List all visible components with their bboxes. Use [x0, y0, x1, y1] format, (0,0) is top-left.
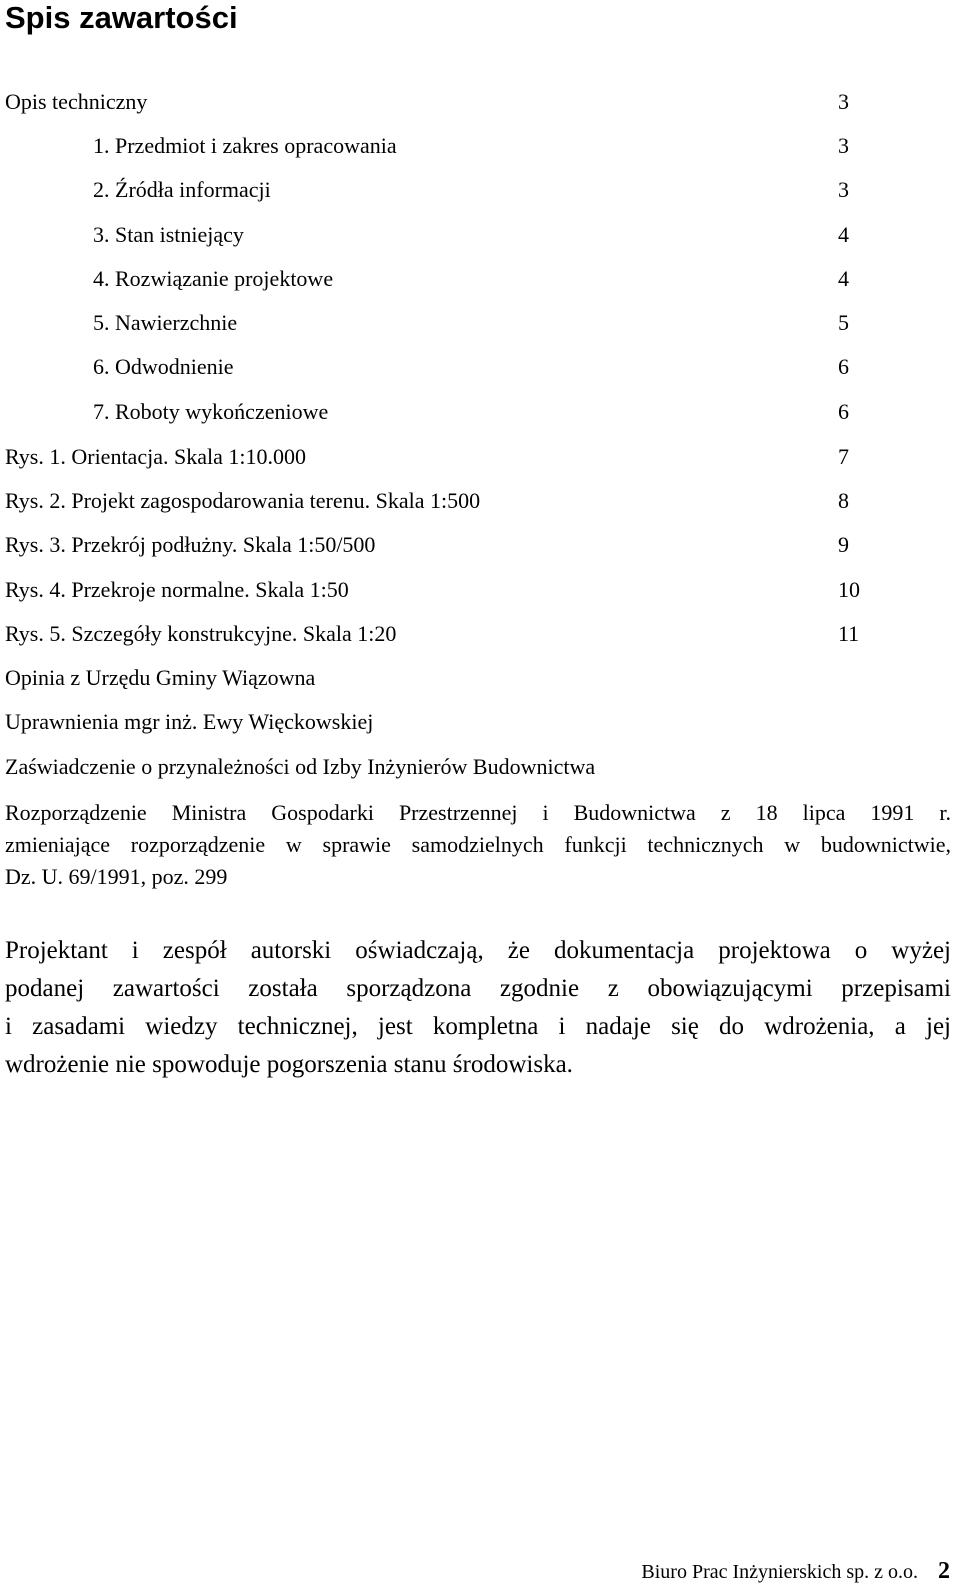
toc-entry [0, 531, 960, 559]
toc-entry-page: 4 [838, 222, 849, 247]
authors-statement [5, 932, 951, 1084]
toc-entry-page: 10 [838, 577, 860, 602]
statement-line: podanej zawartości została sporządzona zgodnie z obowiązującymi przepisami [5, 975, 951, 1002]
toc-entry-label: Rys. 1. Orientacja. Skala 1:10.000 [5, 444, 306, 469]
document-title: Spis zawartości [5, 0, 238, 35]
toc-entry-label: 1. Przedmiot i zakres opracowania [93, 133, 397, 158]
toc-entry-label: 5. Nawierzchnie [93, 310, 238, 335]
toc-entry-page: 4 [838, 266, 849, 291]
toc-entry-label: Rys. 3. Przekrój podłużny. Skala 1:50/500 [5, 532, 376, 557]
toc-entry [0, 176, 960, 204]
toc-entry-page: 3 [838, 133, 849, 158]
toc-entry [0, 221, 960, 249]
toc-entry-label: 3. Stan istniejący [93, 222, 244, 247]
footer-company: Biuro Prac Inżynierskich sp. z o.o. [641, 1561, 918, 1583]
regulation-line: Rozporządzenie Ministra Gospodarki Przestrzennej i Budownictwa z 18 lipca 1991 r. [5, 800, 951, 825]
toc-entry [0, 487, 960, 515]
toc-entry-label: 4. Rozwiązanie projektowe [93, 266, 334, 291]
toc-entry-page: 3 [838, 89, 849, 114]
regulation-reference [5, 797, 951, 893]
toc-entry [0, 620, 960, 648]
toc-entry [0, 132, 960, 160]
toc-entry [0, 443, 960, 471]
toc-entry-label: Rys. 5. Szczegóły konstrukcyjne. Skala 1:20 [5, 621, 397, 646]
toc-entry [0, 576, 960, 604]
toc-entry [0, 265, 960, 293]
statement-line: Projektant i zespół autorski oświadczają, że dokumentacja projektowa o wyżej [5, 937, 951, 964]
regulation-line: zmieniające rozporządzenie w sprawie samodzielnych funkcji technicznych w budownictwie, [5, 832, 951, 857]
toc-entry-label: 2. Źródła informacji [93, 177, 271, 202]
attachment-membership-certificate: Zaświadczenie o przynależności od Izby Inżynierów Budownictwa [5, 754, 596, 779]
toc-entry-page: 11 [838, 621, 860, 646]
toc-entry-label: Rys. 2. Projekt zagospodarowania terenu. Skala 1:500 [5, 488, 481, 513]
attachment-opinion: Opinia z Urzędu Gminy Wiązowna [5, 665, 316, 690]
regulation-line: Dz. U. 69/1991, poz. 299 [5, 864, 228, 889]
toc-entry [0, 309, 960, 337]
toc-entry-page: 8 [838, 488, 849, 513]
page-number: 2 [938, 1558, 950, 1584]
attachment-licence: Uprawnienia mgr inż. Ewy Więckowskiej [5, 709, 374, 734]
toc-entry-label: 6. Odwodnienie [93, 354, 234, 379]
toc-entry [0, 353, 960, 381]
toc-entry-page: 3 [838, 177, 849, 202]
toc-entry-page: 6 [838, 354, 849, 379]
toc-entry-label: Rys. 4. Przekroje normalne. Skala 1:50 [5, 577, 349, 602]
statement-line: wdrożenie nie spowoduje pogorszenia stanu środowiska. [5, 1051, 573, 1078]
toc-entry-page: 9 [838, 532, 849, 557]
toc-entry-page: 5 [838, 310, 849, 335]
page-footer [641, 1558, 950, 1585]
toc-entry-label: 7. Roboty wykończeniowe [93, 399, 329, 424]
toc-entry [0, 88, 960, 116]
statement-line: i zasadami wiedzy technicznej, jest kompletna i nadaje się do wdrożenia, a jej [5, 1013, 951, 1040]
toc-entry-label: Opis techniczny [5, 89, 148, 114]
toc-entry [0, 398, 960, 426]
toc-entry-page: 6 [838, 399, 849, 424]
toc-entry-page: 7 [838, 444, 849, 469]
